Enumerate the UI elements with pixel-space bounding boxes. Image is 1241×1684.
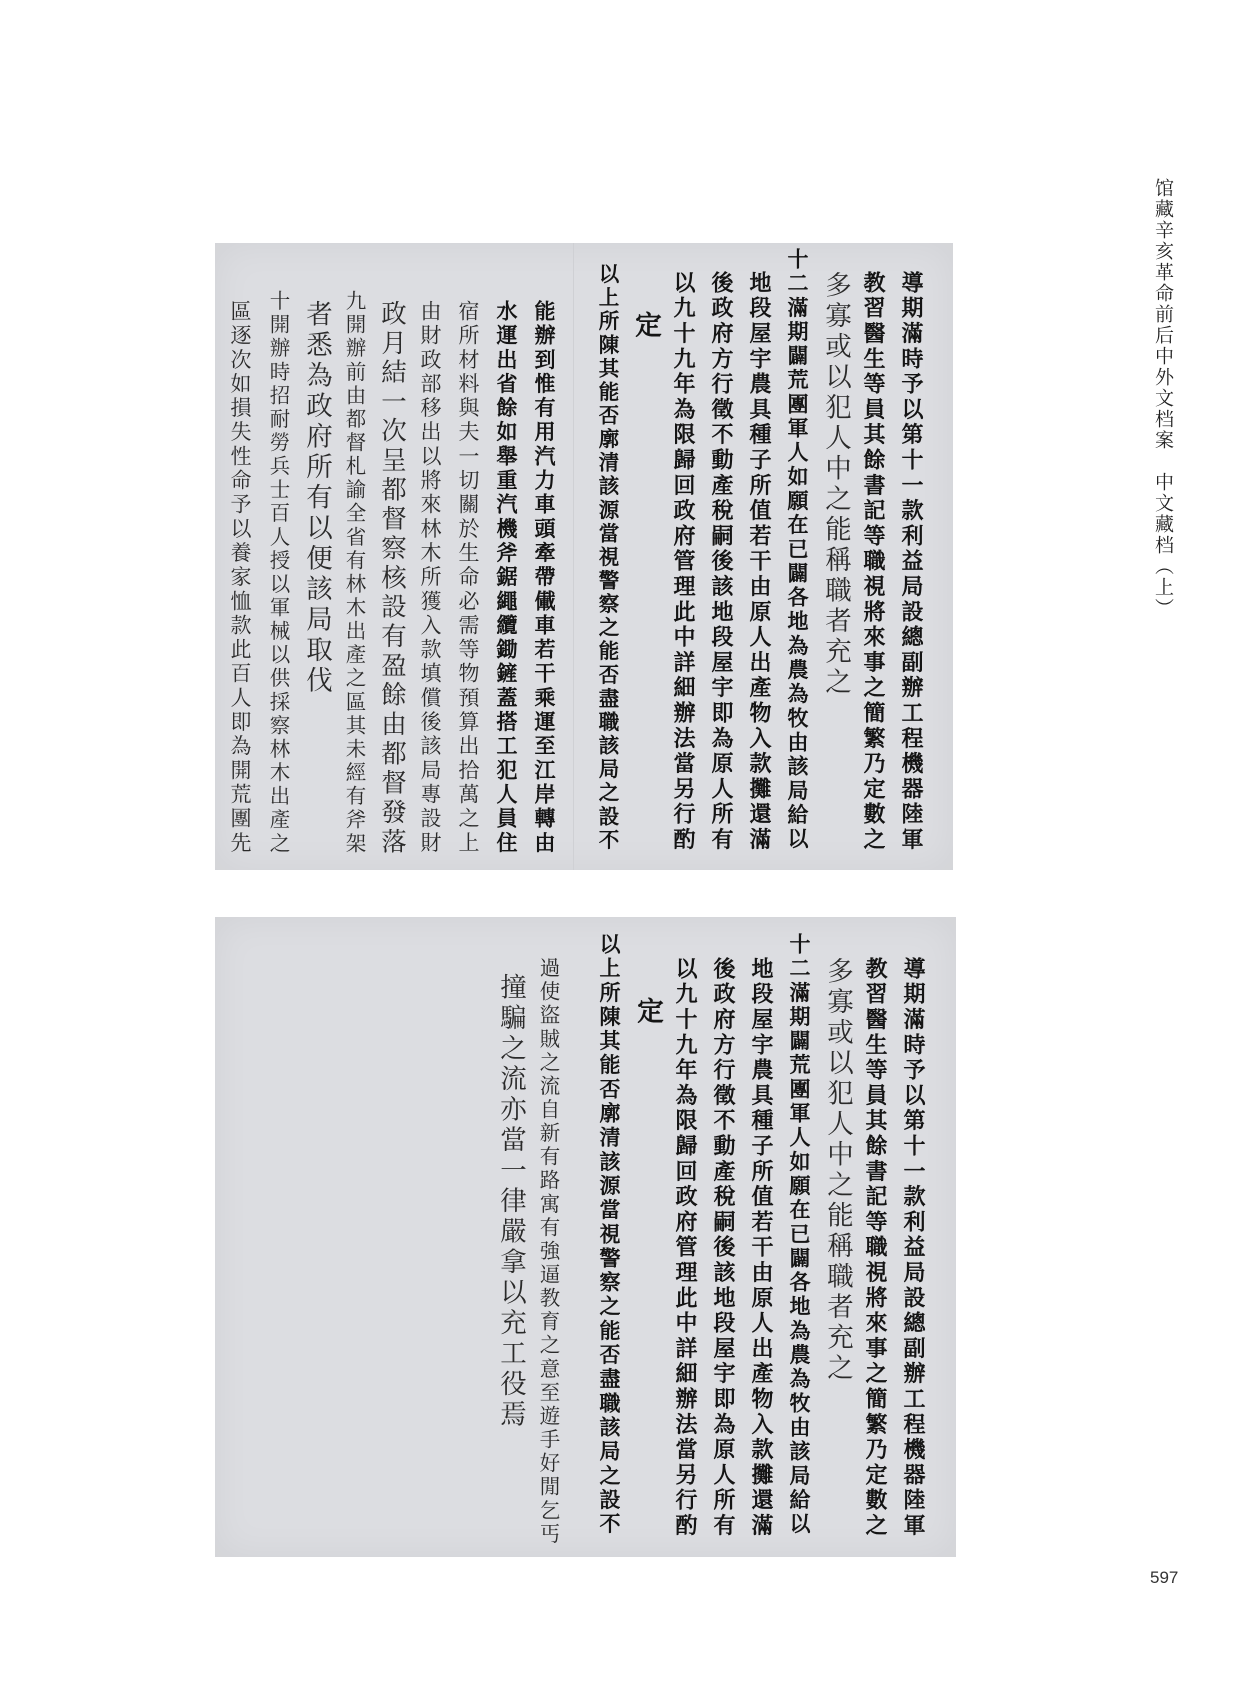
- text-column: 九開辦前由都督札諭全省有林木出產之區其未經有斧架: [342, 290, 366, 856]
- text-column: 多寡或以犯人中之能稱職者充之: [820, 271, 851, 698]
- text-column: 教習醫生等員其餘書記等職視將來事之簡繁乃定數之: [860, 271, 886, 853]
- text-column: 地段屋宇農具種子所值若干由原人出產物入款攤還滿: [748, 957, 774, 1539]
- text-column: 後政府方行徵不動產稅嗣後該地段屋宇即為原人所有: [708, 271, 734, 853]
- text-column: 以九十九年為限歸回政府管理此中詳細辦法當另行酌: [670, 271, 696, 853]
- text-column: 教習醫生等員其餘書記等職視將來事之簡繁乃定數之: [862, 957, 888, 1539]
- text-column: 定: [632, 997, 663, 1028]
- text-column: 以九十九年為限歸回政府管理此中詳細辦法當另行酌: [672, 957, 698, 1539]
- text-column: 以上所陳其能否廓清該源當視警察之能否盡職該局之設不: [595, 263, 619, 853]
- text-column: 地段屋宇農具種子所值若干由原人出產物入款攤還滿: [746, 271, 772, 853]
- page-number: 597: [1150, 1568, 1179, 1587]
- text-column: 由財政部移出以將來林木所獲入款填償後該局專設財: [418, 300, 442, 856]
- text-column: 水運出省餘如舉重汽機斧鋸繩纜鋤鏟蓋搭工犯人員住: [494, 300, 519, 856]
- text-column: 十開辦時招耐勞兵士百人授以軍械以供採察林木出產之: [266, 290, 290, 856]
- text-column: 導期滿時予以第十一款利益局設總副辦工程機器陸軍: [900, 957, 926, 1539]
- text-column: 導期滿時予以第十一款利益局設總副辦工程機器陸軍: [898, 271, 924, 853]
- text-column: 過使盜賊之流自新有路寓有強逼教育之意至遊手好閒乞丐: [536, 957, 560, 1547]
- book-title: 馆藏辛亥革命前后中外文档案 中文藏档（上）: [1152, 178, 1174, 619]
- text-column: 定: [630, 311, 661, 342]
- text-column: 後政府方行徵不動產稅嗣後該地段屋宇即為原人所有: [710, 957, 736, 1539]
- text-column: 多寡或以犯人中之能稱職者充之: [822, 957, 853, 1384]
- text-column: 區逐次如損失性命予以養家恤款此百人即為開荒團先: [228, 300, 252, 856]
- text-column: 能辦到惟有用汽力車頭牽帶儎車若干乘運至江岸轉由: [532, 300, 557, 856]
- text-column: 者悉為政府所有以便該局取伐: [301, 300, 332, 697]
- text-column: 十二滿期闢荒團軍人如願在已闢各地為農為牧由該局給以: [787, 933, 812, 1537]
- text-column: 十二滿期闢荒團軍人如願在已闢各地為農為牧由該局給以: [785, 248, 810, 852]
- text-column: 撞騙之流亦當一律嚴拿以充工役焉: [495, 973, 526, 1431]
- text-column: 政月結一次呈都督察核設有盈餘由都督發落: [377, 300, 407, 858]
- text-column: 以上所陳其能否廓清該源當視警察之能否盡職該局之設不: [597, 933, 622, 1537]
- bottom-scanned-page: [215, 917, 956, 1557]
- text-column: 宿所材料與夫一切關於生命必需等物預算出拾萬之上: [456, 300, 480, 856]
- page-fold-line: [573, 243, 574, 870]
- top-scanned-page: [215, 243, 953, 870]
